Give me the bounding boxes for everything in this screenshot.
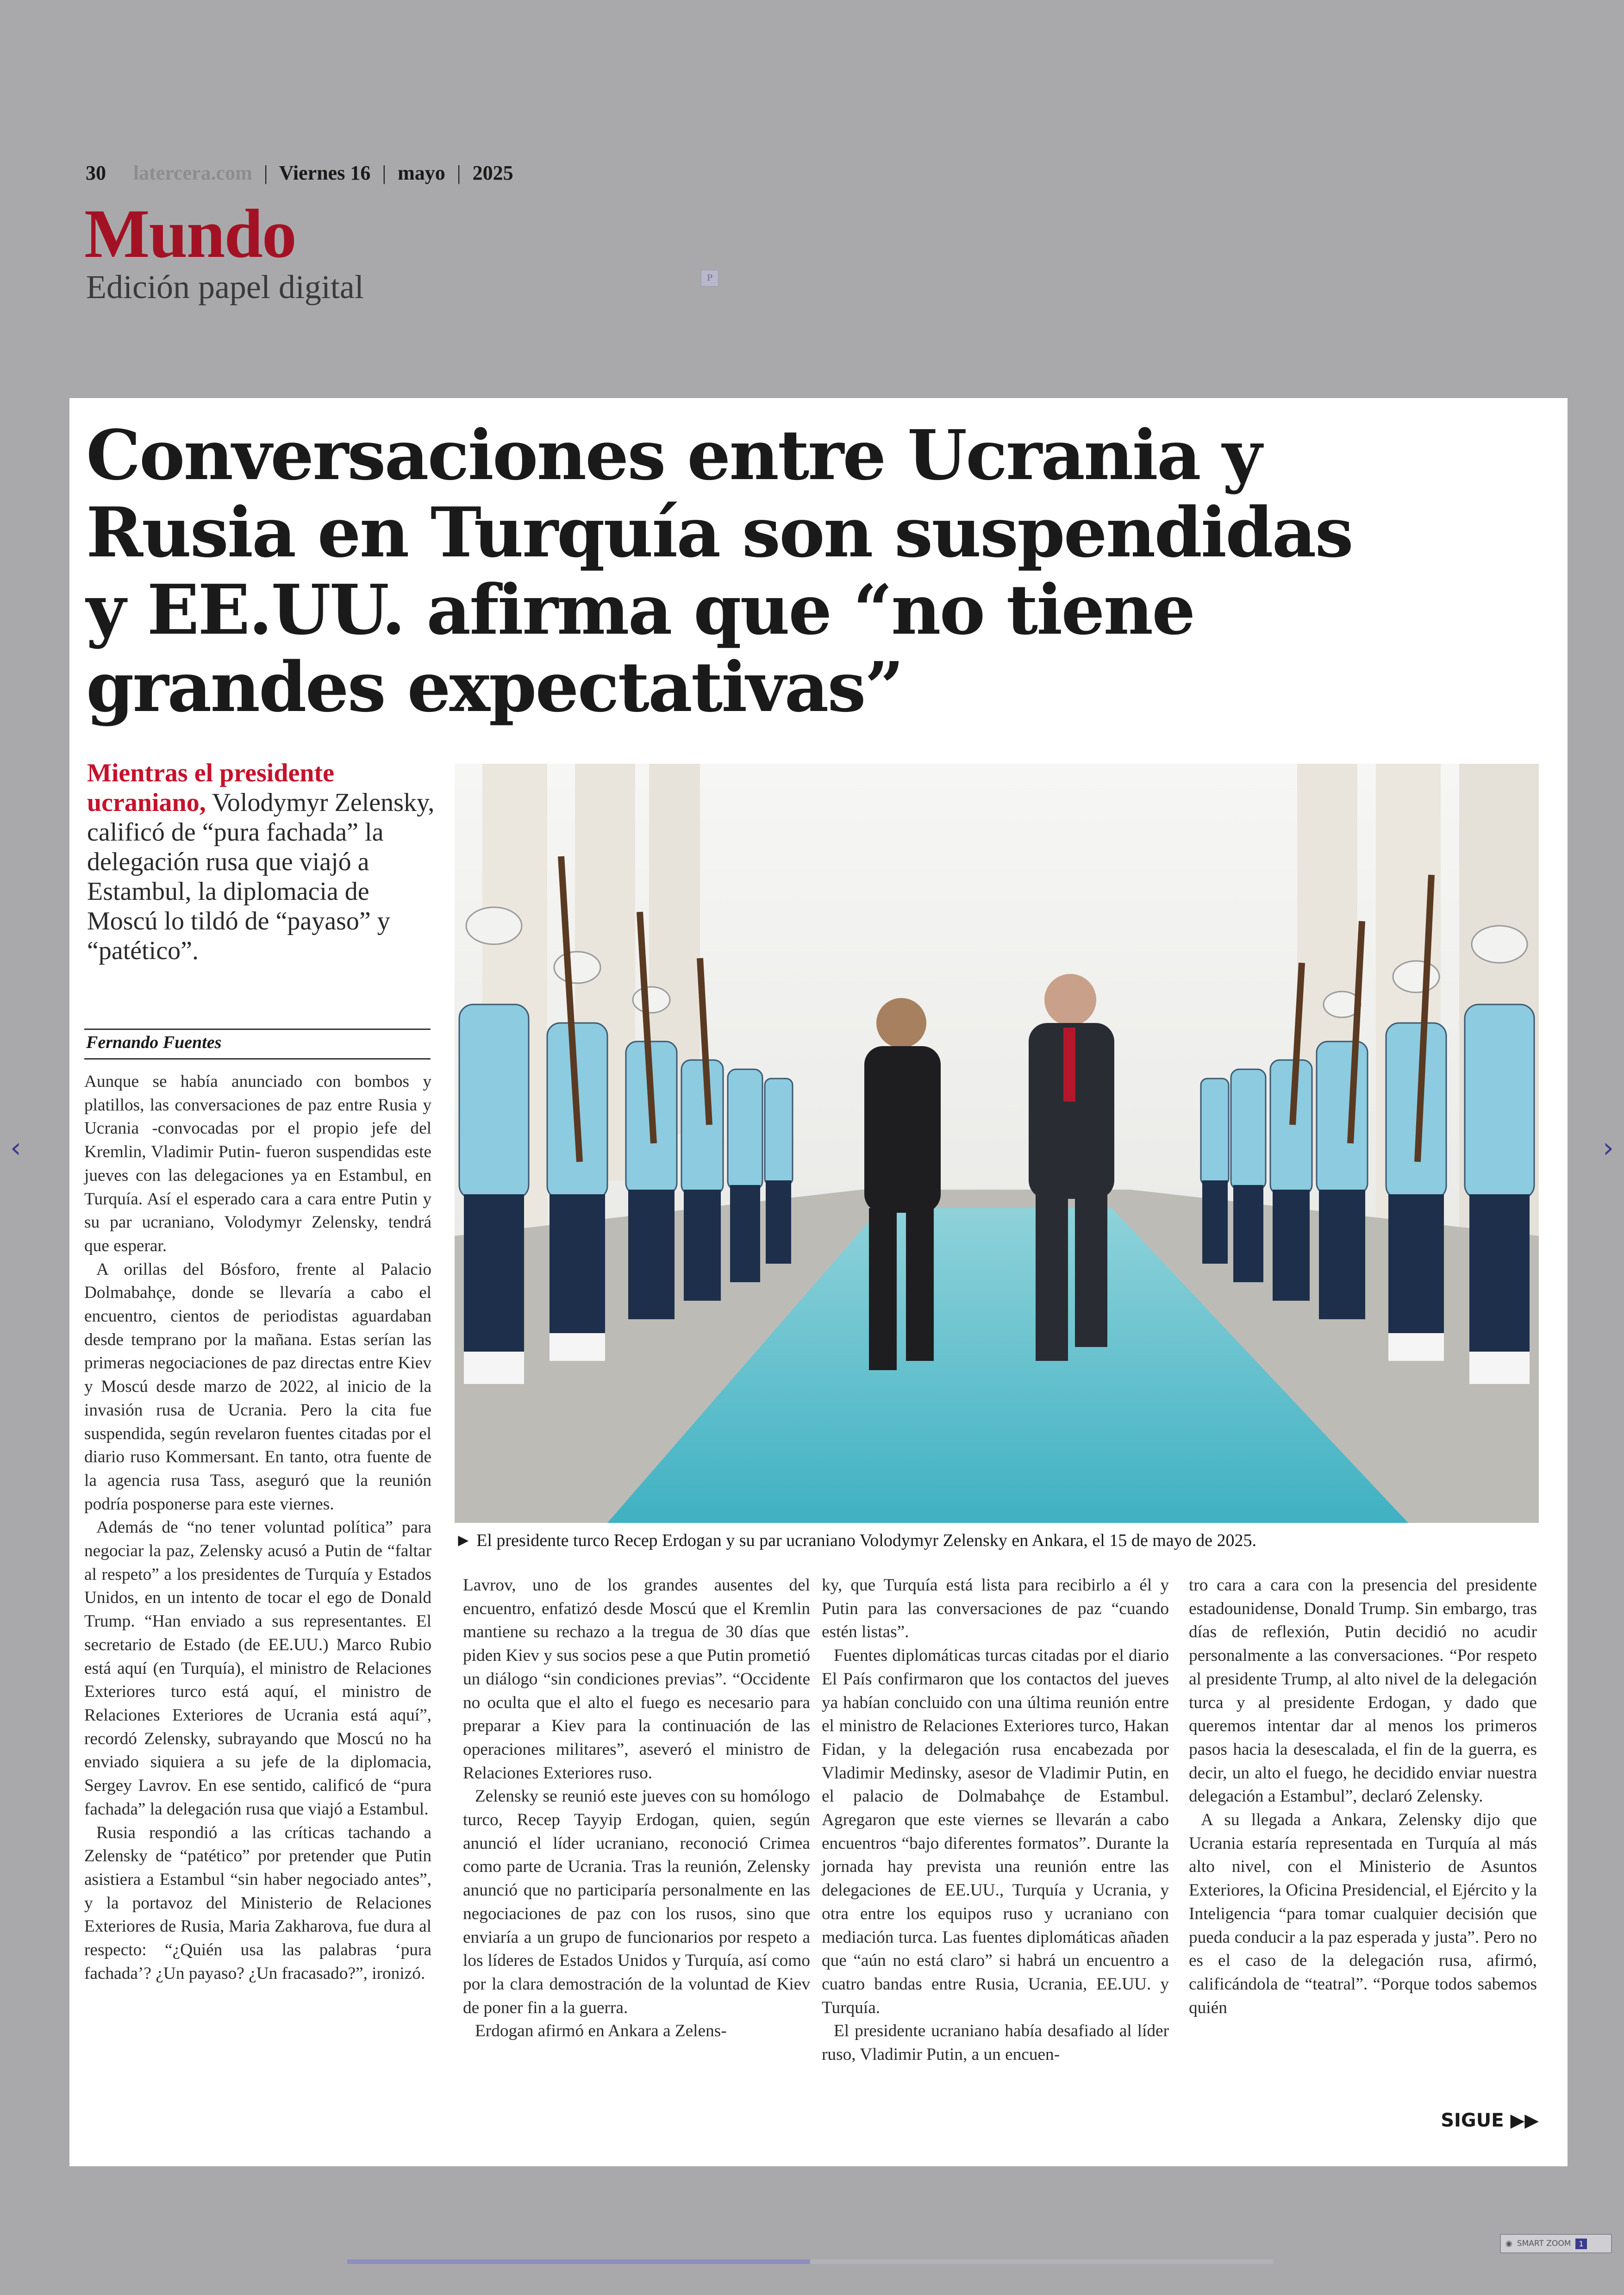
header-separator: | xyxy=(456,162,461,184)
paragraph: El presidente ucraniano había desafiado al líder ruso, Vladimir Putin, a un encuen- xyxy=(822,2021,1169,2064)
photo-caption: ► El presidente turco Recep Erdogan y su par ucraniano Volodymyr Zelensky en Ankara, el 15 de mayo de 2025. xyxy=(455,1531,1257,1550)
article-column-1 xyxy=(84,1070,431,1985)
paragraph: Además de “no tener voluntad política” para negociar la paz, Zelensky acusó a Putin de “faltar al respeto” a los presidentes de Turquía y Estados Unidos, en un intento de tocar el ego de Donald Trump. “Han enviado a sus representantes. El secretario de Estado (de EE.UU.) Marco Rubio está aquí (en Turquía), el ministro de Relaciones Exteriores turco está aquí, el ministro de Relaciones Exteriores de Ucrania está aquí”, recordó Zelensky, subrayando que Moscú no ha enviado siquiera a su jefe de la diplomacia, Sergey Lavrov. En ese sentido, calificó de “pura fachada” la delegación rusa que viajó a Estambul. xyxy=(84,1518,431,1819)
paragraph: ky, que Turquía está lista para recibirlo a él y Putin para las conversaciones de paz “cuando estén listas”. xyxy=(822,1576,1169,1642)
article-headline: Conversaciones entre Ucrania y Rusia en Turquía son suspendidas y EE.UU. afirma que “no tiene grandes expectativas” xyxy=(86,415,1352,727)
header-separator: | xyxy=(382,162,387,184)
page-progress-fill xyxy=(347,2259,810,2264)
continue-label[interactable]: SIGUE ▶▶ xyxy=(1441,2110,1539,2131)
article-column-2 xyxy=(463,1574,810,2043)
date-day: Viernes 16 xyxy=(279,162,371,184)
site-name: latercera.com xyxy=(133,162,252,184)
article-column-4 xyxy=(1189,1574,1537,2020)
date-month: mayo xyxy=(398,162,445,184)
lead-text: Volodymyr Zelensky, calificó de “pura fachada” la delegación rusa que viajó a Estambul, la diplomacia de Moscú lo tildó de “payaso” y “patético”. xyxy=(87,788,435,965)
paragraph: Aunque se había anunciado con bombos y platillos, las conversaciones de paz entre Rusia y Ucrania -convocadas por el propio jefe del Kremlin, Vladimir Putin- fueron suspendidas este jueves con las delegaciones ya en Estambul, en Turquía. Así el esperado cara a cara entre Putin y su par ucraniano, Volodymyr Zelensky, tendrá que esperar. xyxy=(84,1072,431,1255)
section-subtitle: Edición papel digital xyxy=(86,268,364,306)
newspaper-page xyxy=(69,398,1568,2166)
paragraph: A su llegada a Ankara, Zelensky dijo que Ucrania estaría representada en Turquía al más alto nivel, con el Ministerio de Asuntos Exteriores, la Oficina Presidencial, el Ejército y la Inteligencia “para tomar cualquier decisión que pueda conducir a la paz esperada y justa”. Pero no es el caso de la delegación rusa, afirmó, calificándola de “teatral”. “Porque todos sabemos quién xyxy=(1189,1810,1537,2017)
smart-zoom-button[interactable] xyxy=(1500,2234,1612,2253)
page-header xyxy=(86,161,513,185)
byline-rule-top xyxy=(84,1029,431,1030)
byline: Fernando Fuentes xyxy=(86,1033,222,1052)
paragraph: Fuentes diplomáticas turcas citadas por el diario El País confirmaron que los contactos del jueves ya habían concluido con una última reunión entre el ministro de Relaciones Exteriores turco, Hakan Fidan, y la delegación rusa encabezada por Vladimir Medinsky, asesor de Vladimir Putin, en el palacio de Dolmabahçe de Estambul. Agregaron que este viernes se llevarán a cabo encuentros “bajo diferentes formatos”. Durante la jornada hay prevista una reunión entre las delegaciones de EE.UU., Turquía y Ucrania, y otra entre los equipos ruso y ucraniano con mediación turca. Las fuentes diplomáticas añaden que “aún no está claro” si habrá un encuentro a cuatro bandas entre Rusia, Ucrania, EE.UU. y Turquía. xyxy=(822,1646,1169,2017)
page-marker[interactable]: P xyxy=(701,270,718,287)
section-title: Mundo xyxy=(84,195,296,272)
paragraph: Rusia respondió a las críticas tachando a Zelensky de “patético” por pretender que Putin asistiera a Estambul “sin haber negociado antes”, y la portavoz del Ministerio de Relaciones Exteriores de Rusia, Maria Zakharova, fue dura al respecto: “¿Quién usa las palabras ‘pura fachada’? ¿Un payaso? ¿Un fracasado?”, ironizó. xyxy=(84,1823,431,1983)
page-indicator: 1 xyxy=(1575,2239,1587,2249)
header-separator: | xyxy=(263,162,268,184)
article-photo xyxy=(455,764,1539,1523)
photo-illustration xyxy=(455,764,1539,1523)
page-number: 30 xyxy=(86,162,106,184)
article-lead xyxy=(87,758,439,966)
paragraph: tro cara a cara con la presencia del presidente estadounidense, Donald Trump. Sin embargo, tras días de reflexión, Putin decidió no acudir personalmente a las conversaciones. “Por respeto al presidente Trump, al alto nivel de la delegación turca y al presidente Erdogan, y dado que queremos intentar dar al menos los primeros pasos hacia la desescalada, el fin de la guerra, es decir, un alto el fuego, he decidido enviar nuestra delegación a Estambul”, declaró Zelensky. xyxy=(1189,1576,1537,1806)
paragraph: Lavrov, uno de los grandes ausentes del encuentro, enfatizó desde Moscú que el Kremlin mantiene su rechazo a la tregua de 30 días que piden Kiev y sus socios pese a que Putin prometió un diálogo “sin condiciones previas”. “Occidente no oculta que el alto el fuego es necesario para preparar a Kiev para la continuación de las operaciones militares”, aseveró el ministro de Relaciones Exteriores ruso. xyxy=(463,1576,810,1783)
smart-zoom-label: SMART ZOOM xyxy=(1517,2239,1571,2248)
paragraph: A orillas del Bósforo, frente al Palacio Dolmabahçe, donde se llevaría a cabo el encuentro, cientos de periodistas aguardaban desde temprano por la mañana. Estas serían las primeras negociaciones de paz directas entre Kiev y Moscú desde marzo de 2022, al inicio de la invasión rusa de Ucrania. Pero la cita fue suspendida, según revelaron fuentes citadas por el diario ruso Kommersant. En tanto, otra fuente de la agencia rusa Tass, aseguró que la reunión podría posponerse para este viernes. xyxy=(84,1260,431,1514)
byline-rule-bottom xyxy=(84,1058,431,1060)
article-column-3 xyxy=(822,1574,1169,2067)
lead-highlight: Mientras el presidente ucraniano, xyxy=(87,759,334,817)
next-page-button[interactable]: › xyxy=(1603,1132,1614,1164)
paragraph: Zelensky se reunió este jueves con su homólogo turco, Recep Tayyip Erdogan, quien, según anunció el líder ucraniano, reconoció Crimea como parte de Ucrania. Tras la reunión, Zelensky anunció que no participaría personalmente en las negociaciones de paz con los rusos, sino que enviaría a un grupo de funcionarios por respeto a los líderes de Estados Unidos y Turquía, así como por la clara demostración de la voluntad de Kiev de poner fin a la guerra. xyxy=(463,1787,810,2017)
date-year: 2025 xyxy=(472,162,513,184)
eye-icon: ◉ xyxy=(1505,2239,1512,2248)
paragraph: Erdogan afirmó en Ankara a Zelens- xyxy=(475,2021,727,2041)
prev-page-button[interactable]: ‹ xyxy=(10,1132,21,1164)
